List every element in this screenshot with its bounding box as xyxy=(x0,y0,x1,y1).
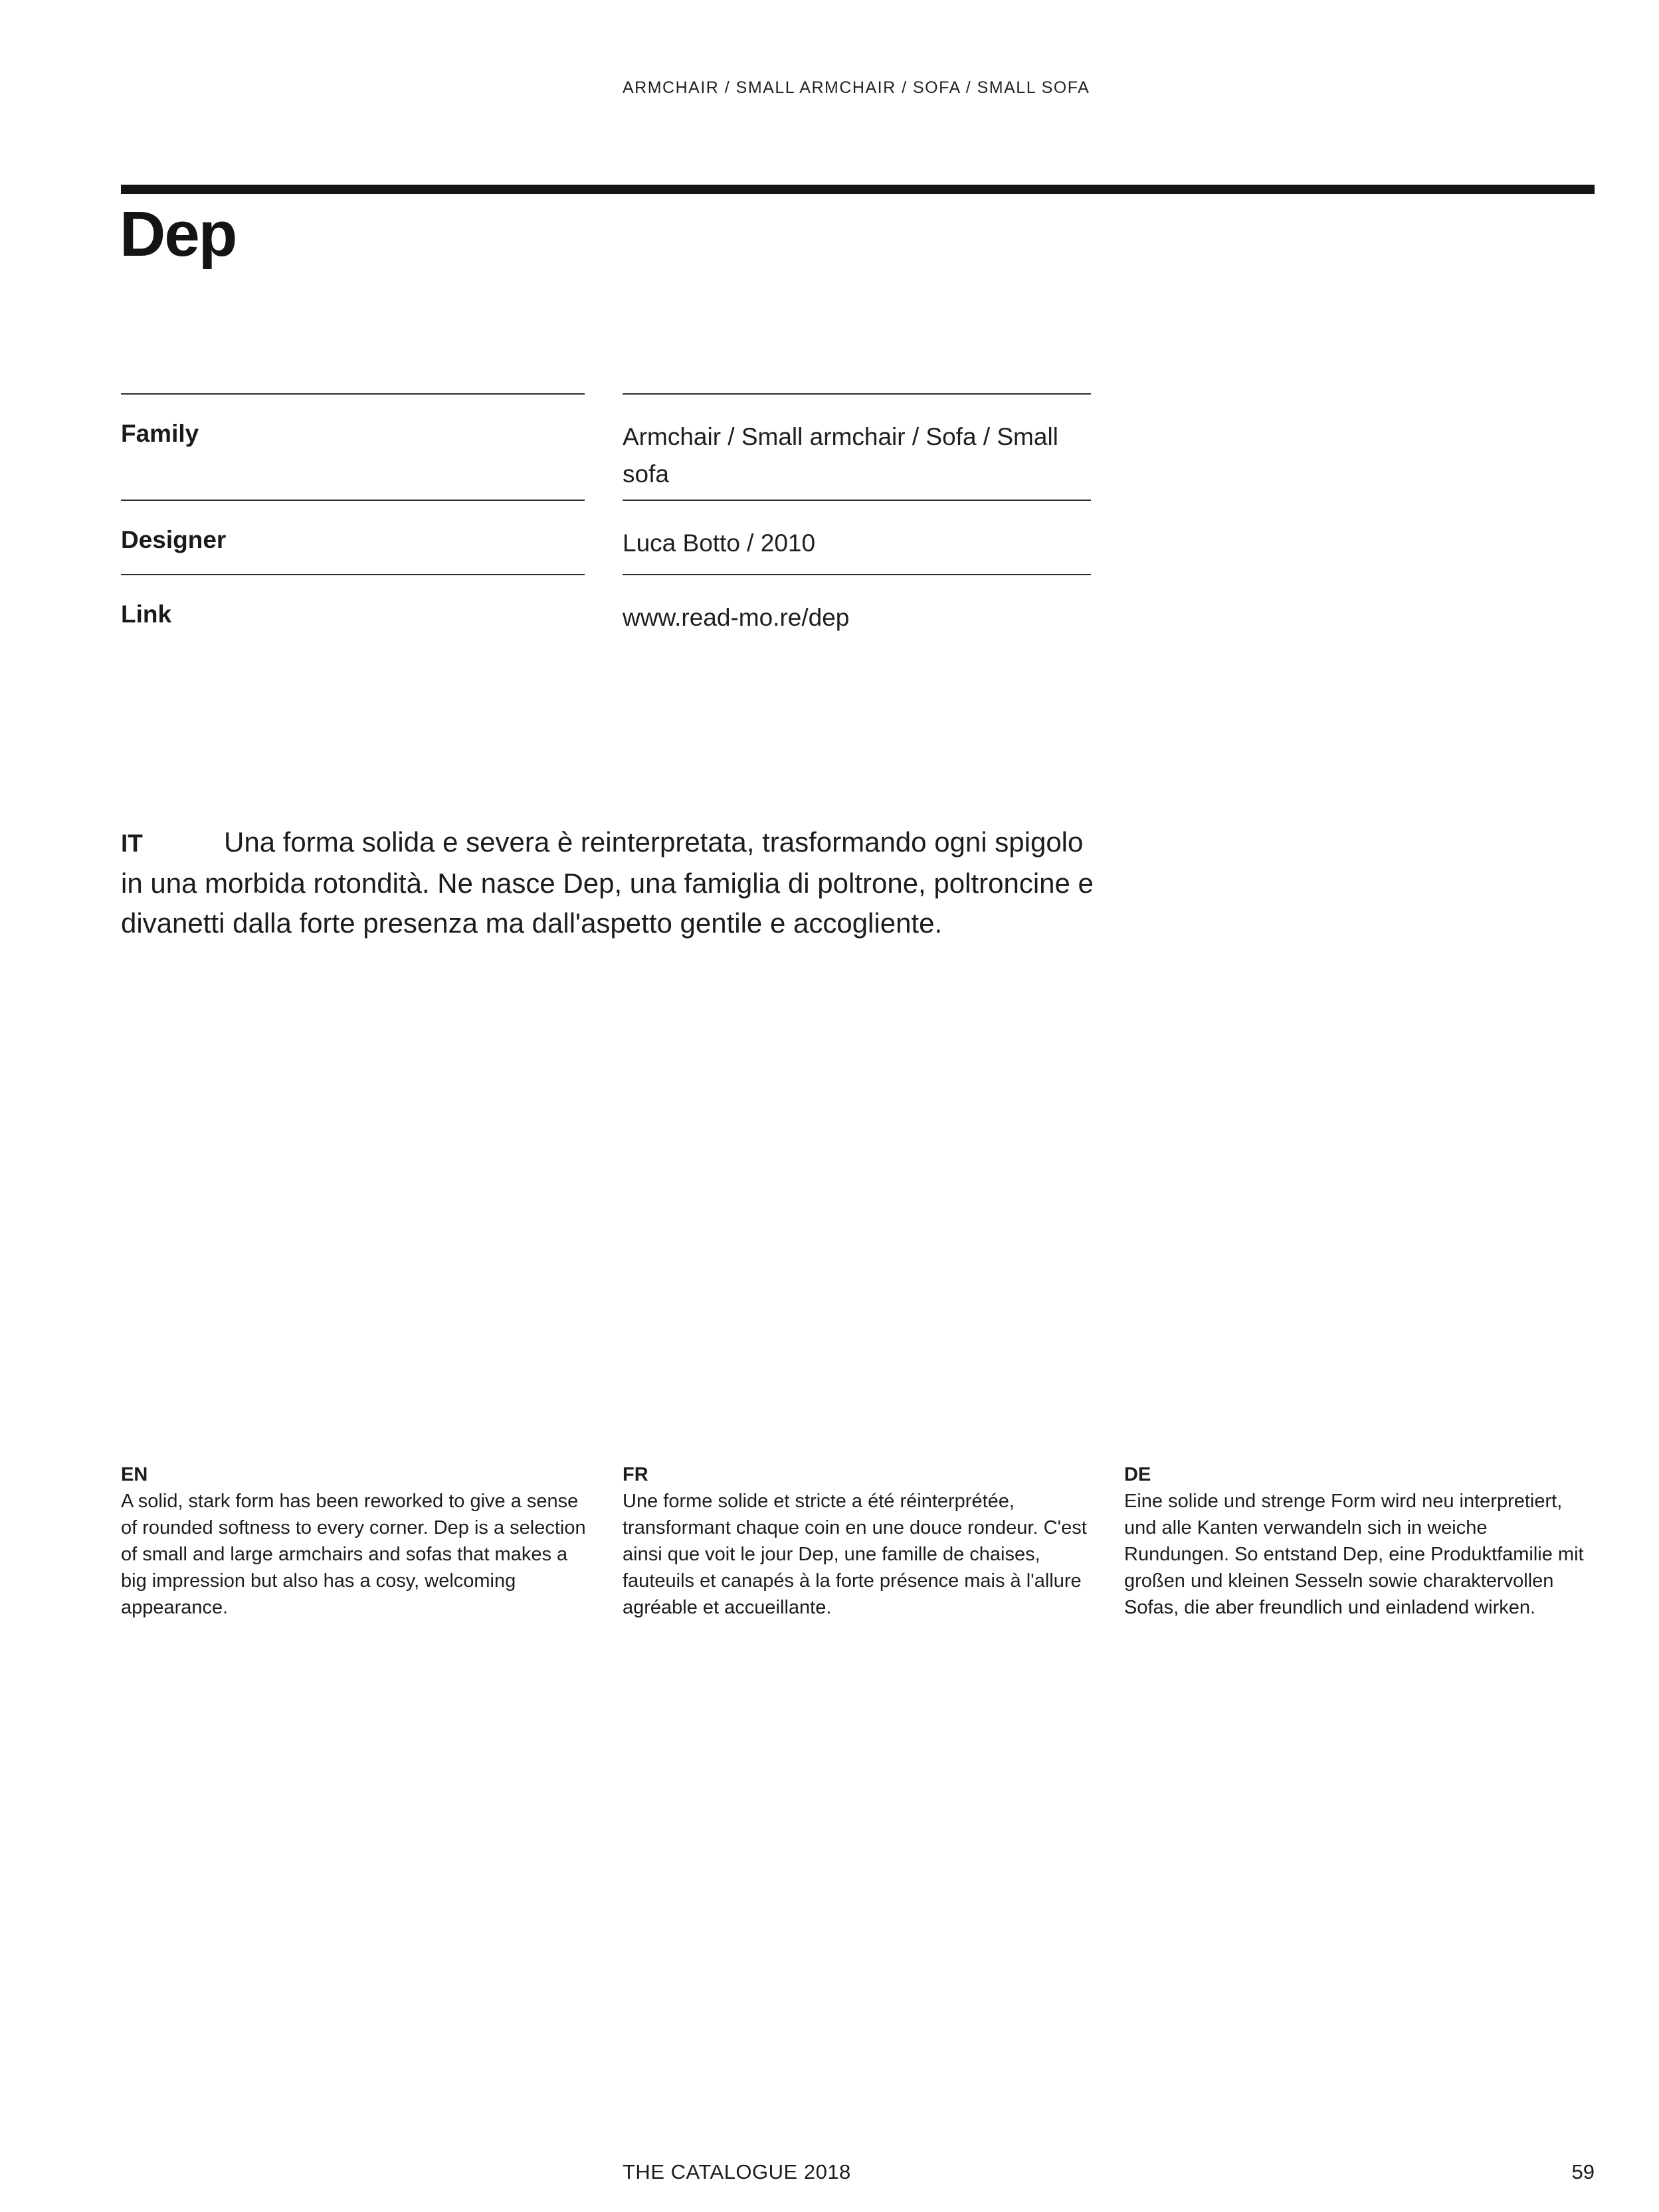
spec-value-family: Armchair / Small armchair / Sofa / Small sofa xyxy=(623,393,1091,500)
page-title: Dep xyxy=(120,199,237,270)
intro-text: Una forma solida e severa è reinterpretata, trasformando ogni spigolo in una morbida rotondità. Ne nasce Dep, una famiglia di poltrone, poltroncine e divanetti dalla forte presenza ma dall'aspetto gentile e accogliente. xyxy=(121,826,1094,939)
spec-row-designer xyxy=(121,500,1595,574)
spec-table xyxy=(121,393,1595,654)
footer-catalogue-title: THE CATALOGUE 2018 xyxy=(623,2160,851,2183)
title-rule xyxy=(121,185,1595,194)
translation-fr xyxy=(623,1461,1088,1621)
spec-row-link xyxy=(121,574,1595,654)
spec-value-link-url[interactable]: www.read-mo.re/dep xyxy=(623,574,1091,654)
translation-fr-text: Une forme solide et stricte a été réinterprétée, transformant chaque coin en une douce rondeur. C'est ainsi que voit le jour Dep, une famille de chaises, fauteuils et canapés à la forte présence mais à l'allure agréable et accueillante. xyxy=(623,1491,1087,1618)
translation-en-lang-tag: EN xyxy=(121,1464,148,1485)
footer-page-number: 59 xyxy=(1571,2160,1595,2183)
translation-fr-lang-tag: FR xyxy=(623,1464,648,1485)
translation-columns xyxy=(121,1461,1595,1621)
translation-en xyxy=(121,1461,586,1621)
intro-paragraph-it xyxy=(121,822,1103,943)
translation-en-text: A solid, stark form has been reworked to give a sense of rounded softness to every corner. Dep is a selection of small and large armchairs and sofas that makes a big impression but also has a cosy, welcoming appearance. xyxy=(121,1491,586,1618)
intro-lang-tag: IT xyxy=(121,830,143,857)
spec-label-family: Family xyxy=(121,393,585,500)
translation-de-text: Eine solide und strenge Form wird neu interpretiert, und alle Kanten verwandeln sich in weiche Rundungen. So entstand Dep, eine Produktfamilie mit großen und kleinen Sesseln sowie charaktervollen Sofas, die aber freundlich und einladend wirken. xyxy=(1124,1491,1584,1618)
translation-de-lang-tag: DE xyxy=(1124,1464,1151,1485)
category-breadcrumb: ARMCHAIR / SMALL ARMCHAIR / SOFA / SMALL SOFA xyxy=(623,78,1090,97)
spec-value-designer: Luca Botto / 2010 xyxy=(623,500,1091,574)
translation-de xyxy=(1124,1461,1589,1621)
spec-label-link: Link xyxy=(121,574,585,654)
spec-row-family xyxy=(121,393,1595,500)
spec-label-designer: Designer xyxy=(121,500,585,574)
